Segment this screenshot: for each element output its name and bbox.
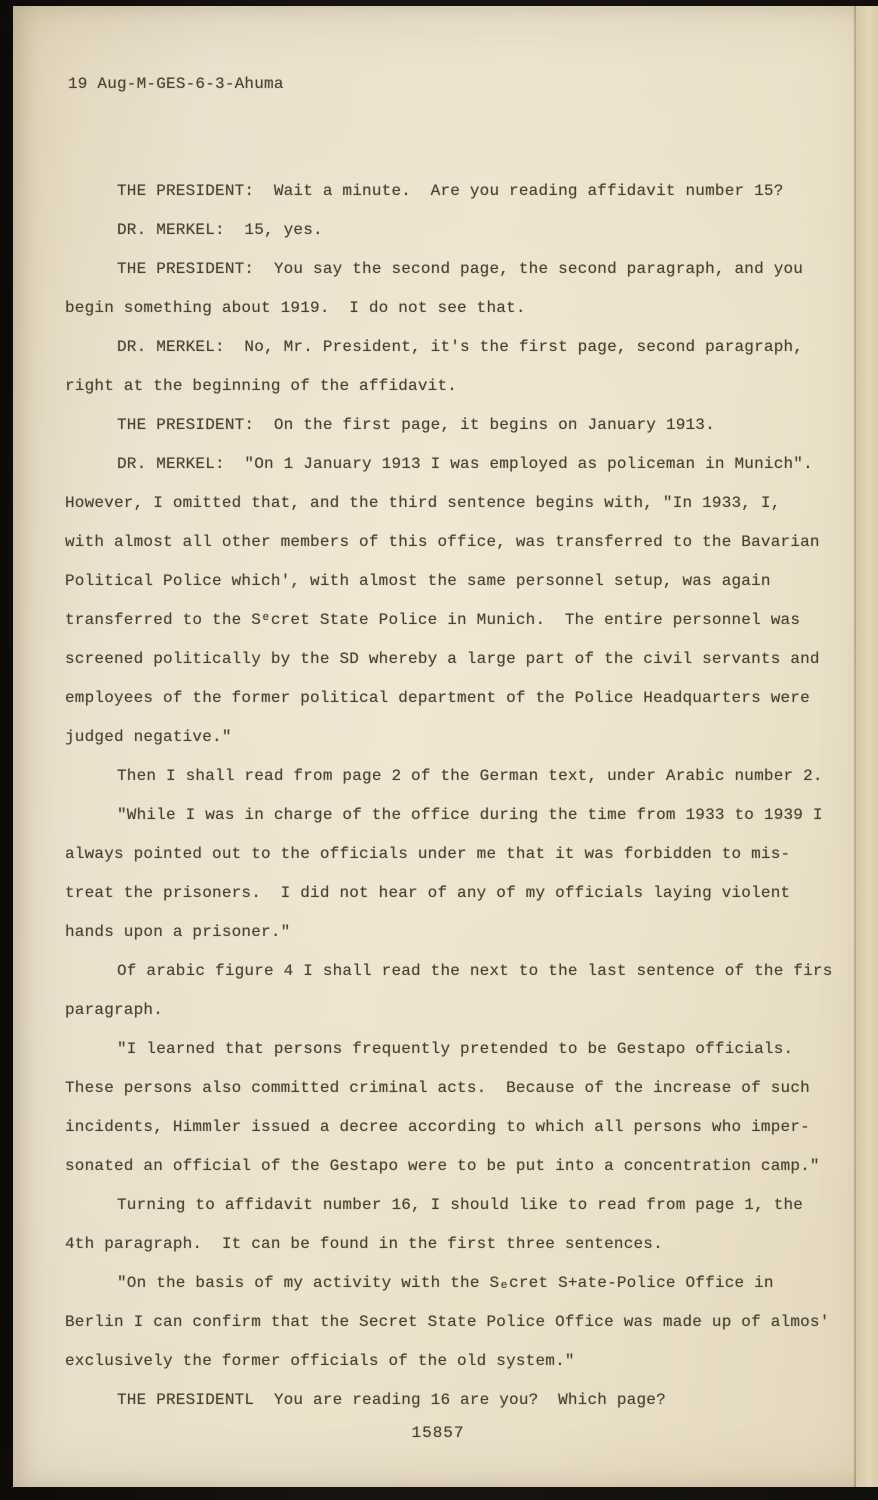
- transcript-line: DR. MERKEL: No, Mr. President, it's the first page, second paragraph,: [117, 338, 804, 356]
- transcript-line: exclusively the former officials of the old system.": [65, 1352, 575, 1370]
- transcript-line: hands upon a prisoner.": [65, 923, 291, 941]
- transcript-line: judged negative.": [65, 728, 232, 746]
- transcript-line: incidents, Himmler issued a decree according to which all persons who imper-: [65, 1118, 810, 1136]
- transcript-line: transferred to the Sᵉcret State Police in Munich. The entire personnel was: [65, 611, 801, 629]
- transcript-line: THE PRESIDENT: Wait a minute. Are you reading affidavit number 15?: [117, 182, 784, 200]
- transcript-line: THE PRESIDENTL You are reading 16 are you? Which page?: [117, 1391, 666, 1409]
- transcript-line: 4th paragraph. It can be found in the first three sentences.: [65, 1235, 663, 1253]
- transcript-line: THE PRESIDENT: You say the second page, the second paragraph, and you: [117, 260, 804, 278]
- transcript-line: "I learned that persons frequently pretended to be Gestapo officials.: [117, 1040, 794, 1058]
- transcript-line: THE PRESIDENT: On the first page, it begins on January 1913.: [117, 416, 715, 434]
- transcript-line: However, I omitted that, and the third sentence begins with, "In 1933, I,: [65, 494, 781, 512]
- transcript-body: [65, 172, 872, 1420]
- transcript-line: "On the basis of my activity with the Sₑcret S+ate-Police Office in: [117, 1274, 774, 1292]
- transcript-line: Of arabic figure 4 I shall read the next to the last sentence of the firs: [117, 962, 833, 980]
- transcript-line: Then I shall read from page 2 of the German text, under Arabic number 2.: [117, 767, 823, 785]
- transcript-line: always pointed out to the officials under me that it was forbidden to mis-: [65, 845, 791, 863]
- transcript-line: sonated an official of the Gestapo were to be put into a concentration camp.": [65, 1157, 820, 1175]
- transcript-line: treat the prisoners. I did not hear of any of my officials laying violent: [65, 884, 791, 902]
- scan-edge-artifact: [0, 55, 10, 1455]
- transcript-line: DR. MERKEL: "On 1 January 1913 I was employed as policeman in Munich".: [117, 455, 813, 473]
- document-page: [13, 6, 878, 1487]
- transcript-line: with almost all other members of this office, was transferred to the Bavarian: [65, 533, 820, 551]
- transcript-line: paragraph.: [65, 1001, 164, 1019]
- transcript-line: "While I was in charge of the office during the time from 1933 to 1939 I: [117, 806, 823, 824]
- transcript-line: Berlin I can confirm that the Secret State Police Office was made up of almos': [65, 1313, 830, 1331]
- transcript-line: employees of the former political department of the Police Headquarters were: [65, 689, 810, 707]
- document-header: 19 Aug-M-GES-6-3-Ahuma: [68, 75, 284, 93]
- transcript-line: These persons also committed criminal acts. Because of the increase of such: [65, 1079, 810, 1097]
- page-number: 15857: [411, 1424, 465, 1442]
- transcript-line: right at the beginning of the affidavit.: [65, 377, 458, 395]
- transcript-line: Political Police which', with almost the same personnel setup, was again: [65, 572, 771, 590]
- transcript-line: screened politically by the SD whereby a large part of the civil servants and: [65, 650, 820, 668]
- transcript-line: Turning to affidavit number 16, I should like to read from page 1, the: [117, 1196, 804, 1214]
- transcript-line: begin something about 1919. I do not see that.: [65, 299, 526, 317]
- transcript-line: DR. MERKEL: 15, yes.: [117, 221, 323, 239]
